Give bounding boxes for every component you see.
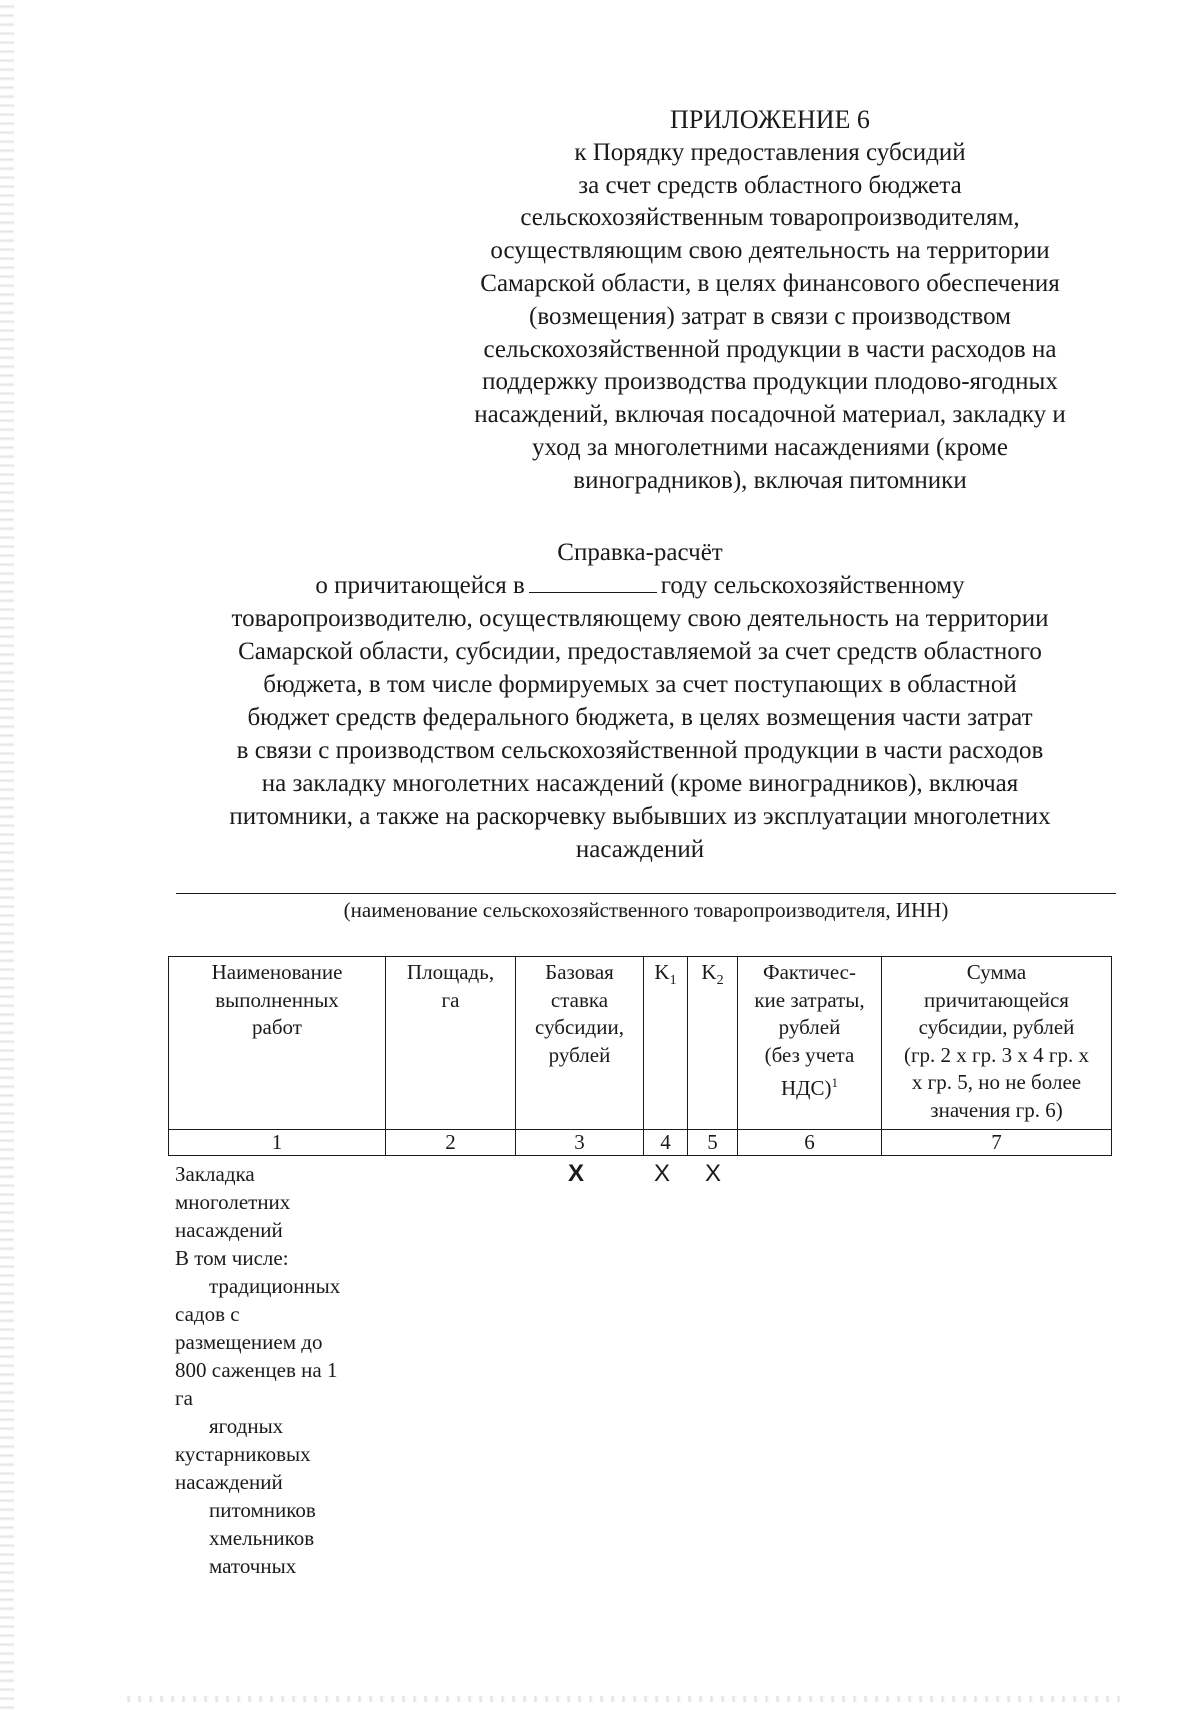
appendix-line: за счет средств областного бюджета bbox=[578, 171, 962, 199]
appendix-line: поддержку производства продукции плодово-ягодных bbox=[482, 368, 1058, 396]
appendix-line: уход за многолетними насаждениями (кроме bbox=[532, 433, 1008, 461]
certificate-title: Справка-расчёт bbox=[557, 539, 723, 566]
appendix-line: сельскохозяйственным товаропроизводителям, bbox=[520, 204, 1020, 232]
work-types-list bbox=[175, 1160, 375, 1580]
list-item: многолетних bbox=[175, 1190, 291, 1214]
list-item: хмельников bbox=[209, 1526, 315, 1550]
list-item: га bbox=[175, 1386, 193, 1410]
certificate-line: бюджета, в том числе формируемых за счет поступающих в областной bbox=[263, 671, 1017, 698]
appendix-line: насаждений, включая посадочной материал, закладку и bbox=[474, 401, 1066, 429]
certificate-year-before: о причитающейся в bbox=[315, 572, 525, 599]
column-number: 1 bbox=[169, 1130, 386, 1156]
list-item: размещением до bbox=[175, 1330, 323, 1354]
header-area: Площадь, га bbox=[386, 957, 516, 1130]
table-header-row bbox=[169, 957, 1112, 1130]
appendix-title: ПРИЛОЖЕНИЕ 6 bbox=[670, 105, 870, 134]
column-number: 7 bbox=[882, 1130, 1112, 1156]
certificate-line: товаропроизводителю, осуществляющему свою деятельность на территории bbox=[231, 605, 1049, 632]
scan-edge-artifact bbox=[0, 0, 14, 1710]
certificate-line: насаждений bbox=[575, 836, 705, 863]
list-item: 800 саженцев на 1 bbox=[175, 1358, 338, 1382]
certificate-year-after: году сельскохозяйственному bbox=[660, 572, 965, 599]
not-applicable-mark: X bbox=[705, 1160, 722, 1187]
certificate-line: на закладку многолетних насаждений (кроме виноградников), включая bbox=[261, 770, 1019, 797]
list-item: насаждений bbox=[175, 1218, 283, 1242]
certificate-line: Самарской области, субсидии, предоставляемой за счет средств областного bbox=[238, 638, 1042, 665]
certificate-line: в связи с производством сельскохозяйственной продукции в части расходов bbox=[236, 737, 1044, 764]
certificate-line: питомники, а также на раскорчевку выбывших из эксплуатации многолетних bbox=[229, 803, 1051, 830]
header-work-name: Наименование выполненных работ bbox=[169, 957, 386, 1130]
not-applicable-mark: X bbox=[654, 1160, 671, 1187]
column-number: 5 bbox=[688, 1130, 738, 1156]
certificate-line: бюджет средств федерального бюджета, в целях возмещения части затрат bbox=[247, 704, 1033, 731]
header-actual-costs: Фактичес- кие затраты, рублей (без учета НДС)$^1$ bbox=[738, 957, 882, 1130]
list-item: насаждений bbox=[175, 1470, 283, 1494]
appendix-line: Самарской области, в целях финансового обеспечения bbox=[480, 269, 1060, 297]
list-item: маточных bbox=[209, 1554, 297, 1578]
producer-name-field[interactable] bbox=[176, 893, 1116, 894]
appendix-header bbox=[420, 104, 1120, 498]
certificate-block bbox=[150, 536, 1130, 866]
appendix-line: сельскохозяйственной продукции в части расходов на bbox=[483, 335, 1057, 363]
appendix-line: осуществляющим свою деятельность на территории bbox=[490, 237, 1050, 265]
appendix-line: к Порядку предоставления субсидий bbox=[574, 138, 966, 166]
column-number: 3 bbox=[516, 1130, 644, 1156]
list-item: кустарниковых bbox=[175, 1442, 311, 1466]
certificate-year-line bbox=[150, 569, 1130, 602]
list-item: Закладка bbox=[175, 1162, 255, 1186]
appendix-line: (возмещения) затрат в связи с производством bbox=[529, 302, 1011, 330]
producer-caption: (наименование сельскохозяйственного товаропроизводителя, ИНН) bbox=[343, 898, 949, 922]
list-item: садов с bbox=[175, 1302, 240, 1326]
column-number: 4 bbox=[644, 1130, 688, 1156]
year-blank-field[interactable] bbox=[529, 570, 657, 593]
column-number: 6 bbox=[738, 1130, 882, 1156]
not-applicable-mark: X bbox=[568, 1160, 585, 1187]
header-k2: $K_2$ bbox=[688, 957, 738, 1130]
header-base-rate: Базовая ставка субсидии, рублей bbox=[516, 957, 644, 1130]
column-number: 2 bbox=[386, 1130, 516, 1156]
appendix-line: виноградников), включая питомники bbox=[573, 466, 967, 494]
column-number-row bbox=[169, 1130, 1112, 1156]
list-item: питомников bbox=[209, 1498, 316, 1522]
list-item: ягодных bbox=[209, 1414, 284, 1438]
list-item: В том числе: bbox=[175, 1246, 289, 1270]
header-subsidy-amount: Сумма причитающейся субсидии, рублей (гр. 2 х гр. 3 х 4 гр. х х гр. 5, но не более значения гр. 6) bbox=[882, 957, 1112, 1130]
scan-bottom-artifact bbox=[120, 1696, 1120, 1702]
list-item: традиционных bbox=[209, 1274, 341, 1298]
subsidy-table bbox=[168, 956, 1112, 1156]
header-k1: $K_1$ bbox=[644, 957, 688, 1130]
